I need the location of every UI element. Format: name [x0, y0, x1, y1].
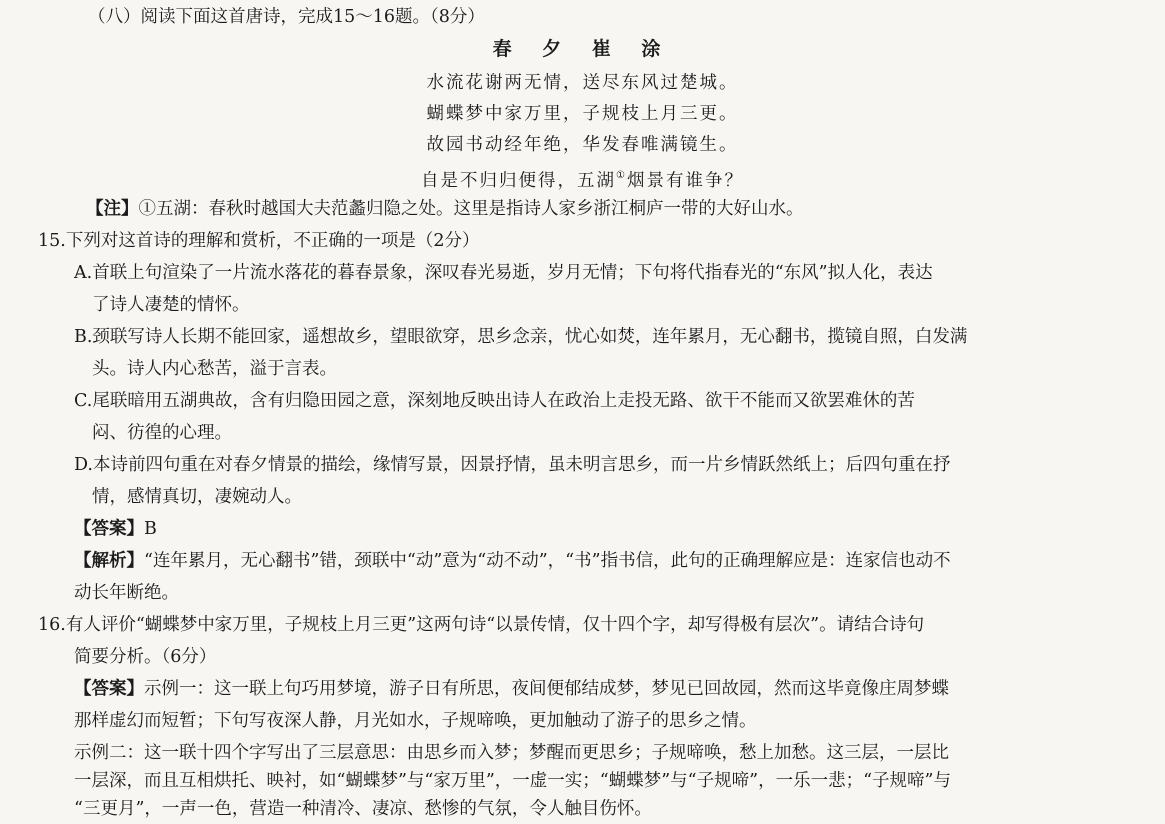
poem-line-1: 水流花谢两无情，送尽东风过楚城。	[426, 73, 739, 93]
q15-analysis: 【解析】“连年累月，无心翻书”错，颈联中“动”意为“动不动”，“书”指书信，此句的正确理解应是：连家信也动不	[74, 551, 951, 571]
section-heading: （八）阅读下面这首唐诗，完成15～16题。（8分）	[88, 7, 485, 27]
q15-option-d-cont: 情，感情真切，凄婉动人。	[92, 487, 302, 507]
poem-author: 崔 涂	[591, 38, 673, 60]
q16-stem: 16.有人评价“蝴蝶梦中家万里，子规枝上月三更”这两句诗“以景传情，仅十四个字，却写得极有层次”。请结合诗句	[38, 615, 925, 635]
footnote-marker: ①	[616, 170, 627, 181]
q16-example-1-cont: 那样虚幻而短暂；下句写夜深人静，月光如水，子规啼唤，更加触动了游子的思乡之情。	[74, 711, 757, 731]
poem-note	[86, 194, 804, 224]
poem-line-2: 蝴蝶梦中家万里，子规枝上月三更。	[426, 104, 739, 124]
q15-option-a-cont: 了诗人凄楚的情怀。	[92, 295, 250, 315]
q16-example-2: 示例二：这一联十四个字写出了三层意思：由思乡而入梦；梦醒而更思乡；子规啼唤，愁上加愁。这三层，一层比	[74, 743, 949, 763]
q15-option-d: D.本诗前四句重在对春夕情景的描绘，缘情写景，因景抒情，虽未明言思乡，而一片乡情跃然纸上；后四句重在抒	[74, 455, 951, 475]
poem-title: 春 夕	[492, 38, 574, 60]
q15-option-b-cont: 头。诗人内心愁苦，溢于言表。	[92, 359, 337, 379]
q16-example-2-cont-2: “三更月”，一声一色，营造一种清冷、凄凉、愁惨的气氛，令人触目伤怀。	[74, 799, 652, 819]
q15-analysis-cont: 动长年断绝。	[74, 583, 179, 603]
q15-answer-value: B	[144, 519, 157, 539]
q15-option-b: B.颈联写诗人长期不能回家，遥想故乡，望眼欲穿，思乡念亲，忧心如焚，连年累月，无心翻书，揽镜自照，白发满	[74, 327, 968, 347]
q15-option-a: A.首联上句渲染了一片流水落花的暮春景象，深叹春光易逝，岁月无情；下句将代指春光的“东风”拟人化，表达	[74, 263, 933, 283]
q15-option-c-cont: 闷、彷徨的心理。	[92, 423, 232, 443]
poem-line-4: 自是不归归便得，五湖①烟景有谁争？	[421, 170, 744, 191]
q16-stem-cont: 简要分析。（6分）	[74, 647, 217, 667]
note-tag: 【注】	[86, 199, 139, 219]
q16-answer-example-1: 【答案】示例一：这一联上句巧用梦境，游子日有所思，夜间便郁结成梦，梦见已回故园，然而这毕竟像庄周梦蝶	[74, 679, 949, 699]
q15-answer: 【答案】B	[74, 519, 157, 539]
q15-stem: 15.下列对这首诗的理解和赏析，不正确的一项是（2分）	[38, 231, 480, 251]
poem-line-3: 故园书动经年绝，华发春唯满镜生。	[426, 135, 739, 155]
q16-example-2-cont: 一层深，而且互相烘托、映衬，如“蝴蝶梦”与“家万里”，一虚一实；“蝴蝶梦”与“子规啼”，一乐一悲；“子规啼”与	[74, 771, 951, 791]
note-text: ①五湖：春秋时越国大夫范蠡归隐之处。这里是指诗人家乡浙江桐庐一带的大好山水。	[138, 199, 804, 219]
poem-title-line	[0, 34, 1165, 64]
q15-option-c: C.尾联暗用五湖典故，含有归隐田园之意，深刻地反映出诗人在政治上走投无路、欲干不能而又欲罢难休的苦	[74, 391, 915, 411]
